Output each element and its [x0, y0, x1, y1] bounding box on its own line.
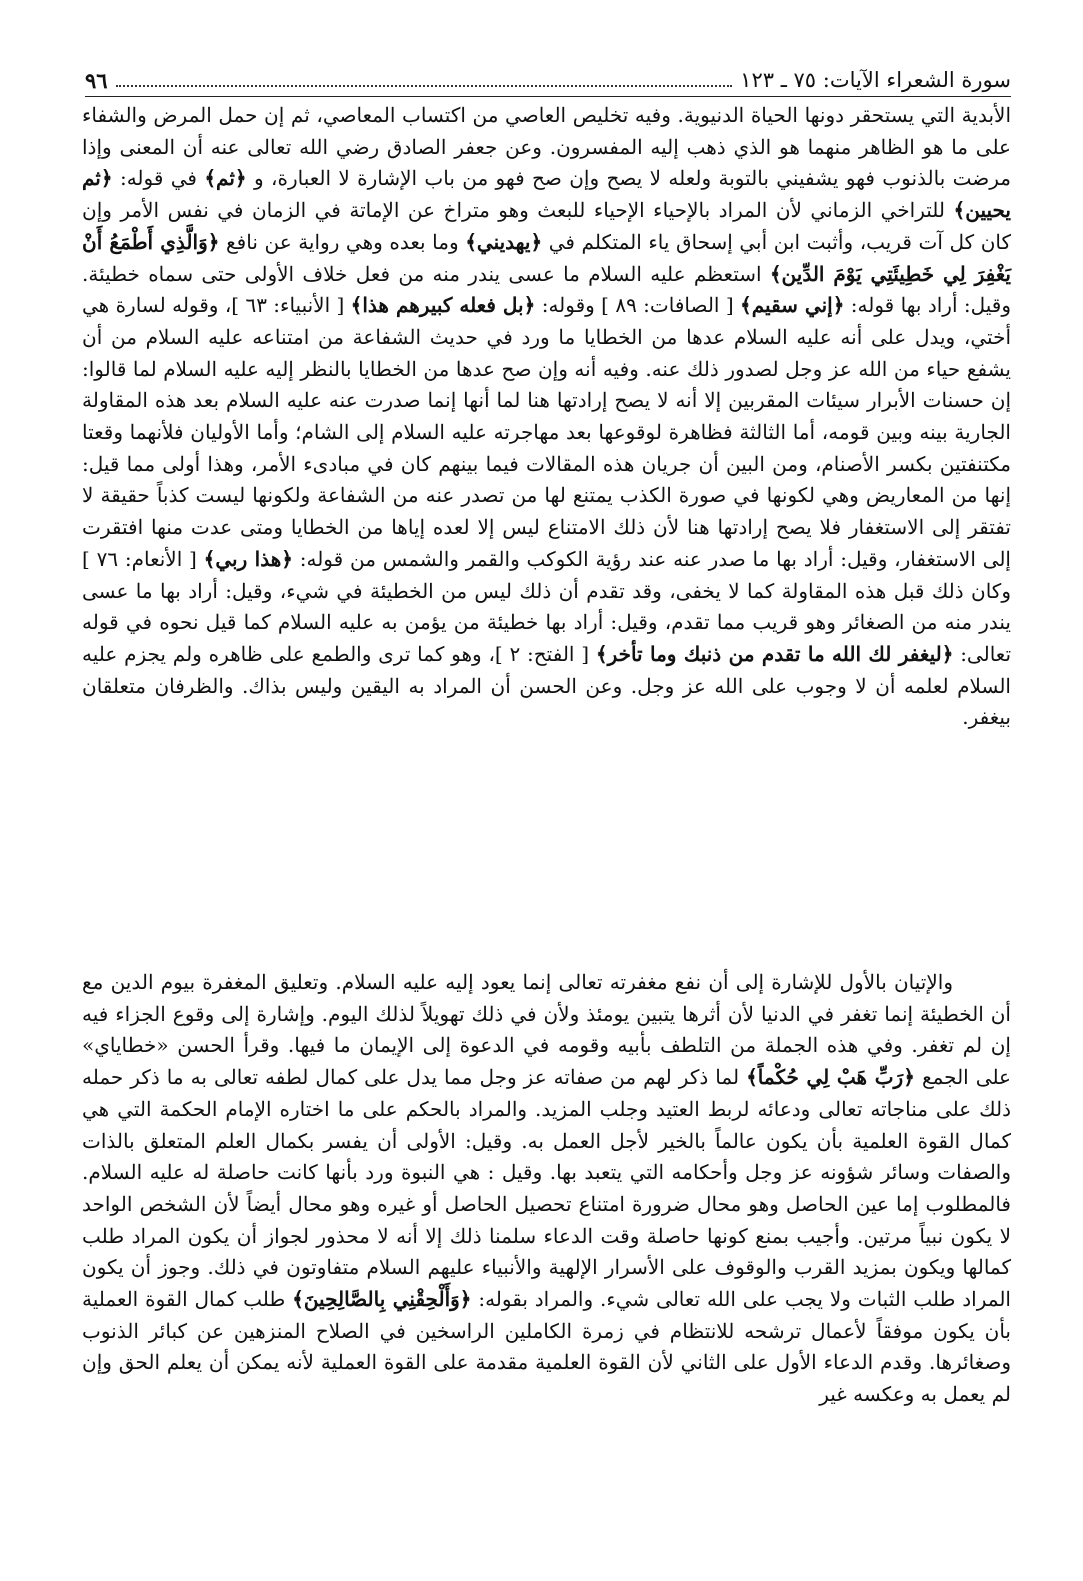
quran-quote: ﴿رَبِّ هَبْ لِي حُكْماً﴾ — [746, 1065, 915, 1090]
text-run: والإتيان بالأول للإشارة إلى أن نفع مغفرته تعالى إنما يعود إليه عليه السلام. وتعليق المغفرة بيوم الدين مع أن الخطيئة إنما تغفر في الدنيا لأن أثرها يتبين يومئذ ولأن في ذلك تهويلاً لذلك اليوم. وإشارة إلى وقوع الجزاء فيه إن لم تغفر. وفي هذه الجملة من التلطف بأبيه وقومه في الدعوة إلى الإيمان ما فيها. وقرأ الحسن «خطاياي» على الجمع — [82, 970, 1011, 1090]
text-run: في قوله: — [112, 166, 205, 191]
dotted-leader — [116, 85, 733, 87]
running-header — [85, 64, 1011, 97]
text-run: [ الفتح: ٢ ]، وهو كما ترى والطمع على ظاهره ولم يجزم عليه السلام لعلمه أن لا وجوب على الله عز وجل. وعن الحسن أن المراد به اليقين وليس بذاك. والظرفان متعلقان بيغفر. — [82, 641, 1011, 730]
body-paragraph-1 — [82, 100, 1011, 734]
quran-quote: ﴿ليغفر لك الله ما تقدم من ذنبك وما تأخر﴾ — [595, 641, 954, 666]
quran-quote: ﴿ثم﴾ — [204, 166, 247, 191]
text-run: [ الصافات: ٨٩ ] وقوله: — [535, 293, 740, 318]
quran-quote: ﴿وَأَلْحِقْنِي بِالصَّالِحِينَ﴾ — [292, 1287, 472, 1312]
body-paragraph-2 — [82, 967, 1011, 1411]
text-run: [ الأنعام: ٧٦ ] وكان ذلك قبل هذه المقاولة كما لا يخفى، وقد تقدم أن ذلك ليس من الخطيئة في شيء، وقيل: أراد بها ما عسى يندر منه من الصغائر وهو قريب مما تقدم، وقيل: أراد بها خطيئة من يؤمن به عليه السلام كما قيل نحوه في قوله تعالى: — [82, 546, 1012, 666]
text-run: وما بعده وهي رواية عن نافع — [219, 229, 466, 254]
text-run: للتراخي الزماني لأن المراد بالإحياء الإحياء للبعث وهو متراخ عن الإماتة في الزمان في نفس الأمر وإن كان كل آت قريب، وأثبت ابن أبي إسحاق ياء المتكلم في — [82, 198, 1012, 254]
quran-quote: ﴿يهديني﴾ — [465, 229, 543, 254]
quran-quote: ﴿ثم يحيين﴾ — [82, 166, 1011, 223]
text-run: لما ذكر لهم من صفاته عز وجل مما يدل على كمال لطفه تعالى به ما ذكر حمله ذلك على مناجاته تعالى ودعائه لربط العتيد وجلب المزيد. والمراد بالحكم على ما اختاره الإمام الحكمة التي هي كمال القوة العلمية بأن يكون عالماً بالخير لأجل العمل به. وقيل: الأولى أن يفسر بكمال العلم المتعلق بالذات والصفات وسائر شؤونه عز وجل وأحكامه التي يتعبد بها. وقيل : هي النبوة ورد بأنها كانت حاصلة له عليه السلام. فالمطلوب إما عين الحاصل وهو محال ضرورة امتناع تحصيل الحاصل أو غيره وهو محال أيضاً لأن الشخص الواحد لا يكون نبياً مرتين. وأجيب بمنع كونها حاصلة وقت الدعاء سلمنا ذلك إلا أنه لا محذور لجواز أن يكون المراد طلب كمالها ويكون بمزيد القرب والوقوف على الأسرار الإلهية والأنبياء عليهم السلام متفاوتون في ذلك. وجوز أن يكون المراد طلب الثبات ولا يجب على الله تعالى شيء. والمراد بقوله: — [82, 1065, 1011, 1312]
quran-quote: ﴿إني سقيم﴾ — [740, 293, 845, 318]
text-run: استعظم عليه السلام ما عسى يندر منه من فعل خلاف الأولى حتى سماه خطيئة. وقيل: أراد بها قوله: — [82, 261, 1011, 318]
quran-quote: ﴿بل فعله كبيرهم هذا﴾ — [350, 293, 536, 318]
text-run: [ الأنبياء: ٦٣ ]، وقوله لسارة هي أختي، ويدل على أنه عليه السلام عدها من الخطايا ما ورد في حديث الشفاعة من امتناعه عليه السلام من أن يشفع حياء من الله عز وجل لصدور ذلك عنه. وفيه أنه وإن صح عدها من الخطايا بالنظر إليه عليه السلام لما قالوا: إن حسنات الأبرار سيئات المقربين إلا أنه لا يصح إرادتها هنا لما أنها إنما صدرت عنه عليه السلام بعد هذه المقاولة الجارية بينه وبين قومه، أما الثالثة فظاهرة لوقوعها بعد مهاجرته عليه السلام إلى الشام؛ وأما الأوليان فلأنهما وقعتا مكتنفتين بكسر الأصنام، ومن البين أن جريان هذه المقالات فيما بينهم كان في مبادىء الأمر، وهذا أولى مما قيل: إنها من المعاريض وهي لكونها في صورة الكذب يمتنع لها من تصدر عنه من الشفاعة ولكونها ليست كذباً حقيقة لا تفتقر إلى الاستغفار فلا يصح إرادتها هنا لأن ذلك الامتناع ليس إلا لعده إياها من الخطايا ومتى عدت منها افتقرت إلى الاستغفار، وقيل: أراد بها ما صدر عنه عند رؤية الكوكب والقمر والشمس من قوله: — [82, 293, 1012, 571]
text-run: طلب كمال القوة العملية بأن يكون موفقاً لأعمال ترشحه للانتظام في زمرة الكاملين الراسخين في الصلاح المنزهين عن كبائر الذنوب وصغائرها. وقدم الدعاء الأول على الثاني لأن القوة العلمية مقدمة على القوة العملية لأنه يمكن أن يعلم الحق وإن لم يعمل به وعكسه غير — [82, 1287, 1011, 1407]
page-number: ٩٦ — [85, 67, 108, 93]
quran-quote: ﴿هذا ربي﴾ — [203, 546, 293, 571]
running-title: سورة الشعراء الآيات: ٧٥ ـ ١٢٣ — [740, 68, 1011, 92]
quran-quote: ﴿وَالَّذِي أَطْمَعُ أَنْ يَغْفِرَ لِي خَطِيئَتِي يَوْمَ الدِّين﴾ — [82, 229, 1011, 286]
text-run: الأبدية التي يستحقر دونها الحياة الدنيوية. وفيه تخليص العاصي من اكتساب المعاصي، ثم إن حمل المرض والشفاء على ما هو الظاهر منهما هو الذي ذهب إليه المفسرون. وعن جعفر الصادق رضي الله تعالى عنه أن المعنى وإذا مرضت بالذنوب فهو يشفيني بالتوبة ولعله لا يصح وإن صح فهو من باب الإشارة لا العبارة، و — [82, 103, 1011, 191]
